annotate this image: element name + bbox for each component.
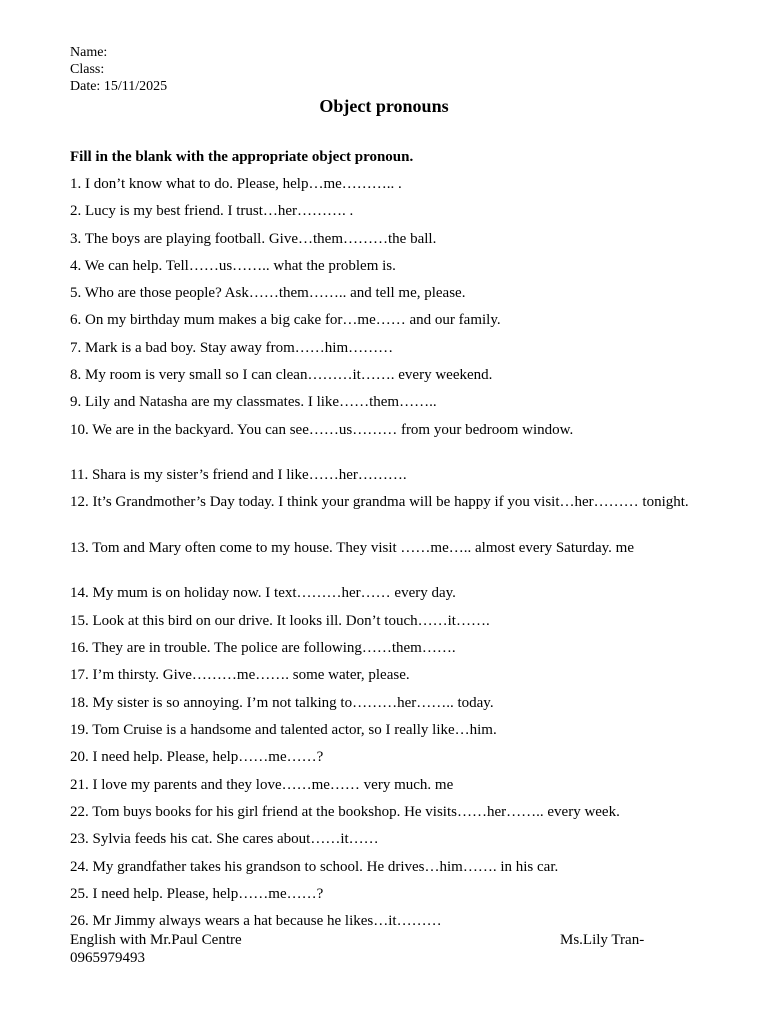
question-6: 6. On my birthday mum makes a big cake for…me…… and our family. (70, 312, 501, 328)
question-21: 21. I love my parents and they love……me…… very much. me (70, 777, 454, 793)
question-22: 22. Tom buys books for his girl friend at the bookshop. He visits……her…….. every week. (70, 804, 620, 820)
question-12: 12. It’s Grandmother’s Day today. I think your grandma will be happy if you visit…her……… tonight. (70, 494, 689, 510)
question-4: 4. We can help. Tell……us…….. what the problem is. (70, 258, 396, 274)
question-13: 13. Tom and Mary often come to my house. They visit ……me….. almost every Saturday. me (70, 540, 634, 556)
question-5: 5. Who are those people? Ask……them…….. and tell me, please. (70, 285, 466, 301)
question-2: 2. Lucy is my best friend. I trust…her………. . (70, 203, 354, 219)
name-label: Name: (70, 45, 108, 60)
date-line: Date: 15/11/2025 (70, 79, 168, 94)
question-18: 18. My sister is so annoying. I’m not talking to………her…….. today. (70, 695, 494, 711)
question-24: 24. My grandfather takes his grandson to school. He drives…him……. in his car. (70, 859, 559, 875)
question-25: 25. I need help. Please, help……me……? (70, 886, 324, 902)
question-14: 14. My mum is on holiday now. I text………her…… every day. (70, 585, 456, 601)
footer-teacher-name: Ms.Lily Tran- (560, 932, 645, 948)
question-9: 9. Lily and Natasha are my classmates. I like……them…….. (70, 394, 437, 410)
question-11: 11. Shara is my sister’s friend and I like……her………. (70, 467, 407, 483)
question-19: 19. Tom Cruise is a handsome and talented actor, so I really like…him. (70, 722, 497, 738)
question-26: 26. Mr Jimmy always wears a hat because he likes…it……… (70, 913, 442, 929)
question-20: 20. I need help. Please, help……me……? (70, 749, 324, 765)
footer-phone: 0965979493 (70, 950, 145, 966)
question-3: 3. The boys are playing football. Give…them………the ball. (70, 231, 437, 247)
instruction: Fill in the blank with the appropriate object pronoun. (70, 149, 414, 165)
question-16: 16. They are in trouble. The police are following……them……. (70, 640, 456, 656)
question-17: 17. I’m thirsty. Give………me……. some water, please. (70, 667, 410, 683)
question-7: 7. Mark is a bad boy. Stay away from……him……… (70, 340, 394, 356)
class-label: Class: (70, 62, 105, 77)
question-8: 8. My room is very small so I can clean………it……. every weekend. (70, 367, 493, 383)
question-15: 15. Look at this bird on our drive. It looks ill. Don’t touch……it……. (70, 613, 490, 629)
question-1: 1. I don’t know what to do. Please, help…me……….. . (70, 176, 402, 192)
page-title: Object pronouns (319, 96, 449, 116)
question-23: 23. Sylvia feeds his cat. She cares about……it…… (70, 831, 379, 847)
footer-centre-name: English with Mr.Paul Centre (70, 932, 242, 948)
question-10: 10. We are in the backyard. You can see……us……… from your bedroom window. (70, 422, 574, 438)
